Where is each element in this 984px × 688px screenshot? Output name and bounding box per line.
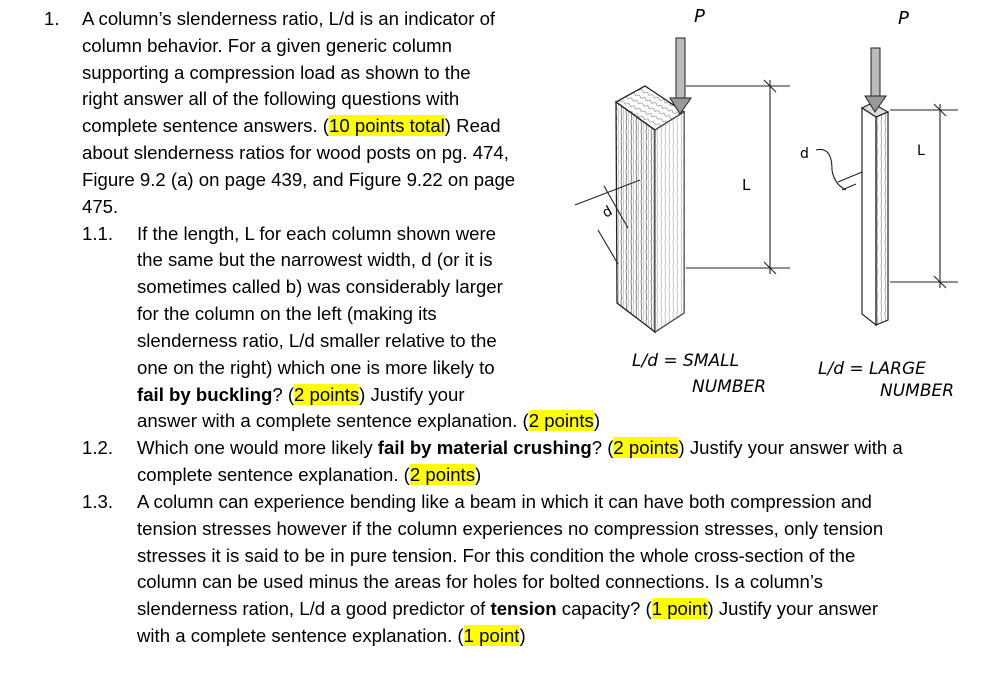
- q1-1-line-2: the same but the narrowest width, d (or it is: [137, 249, 493, 270]
- q1-points-highlight: 10 points total: [329, 115, 445, 136]
- q1-1-last-pre: answer with a complete sentence explanation. (: [137, 410, 529, 431]
- q1-line-3: supporting a compression load as shown to the: [82, 62, 471, 83]
- column-sketch-figure: [560, 0, 984, 410]
- q1-3-line-5-post: ) Justify your answer: [707, 598, 879, 619]
- length-label-left: L: [742, 176, 751, 194]
- q1-3-line-6-pre: with a complete sentence explanation. (: [137, 625, 464, 646]
- q1-2-line-2-post: ): [475, 464, 482, 485]
- q1-1-line-7: [137, 382, 465, 409]
- q1-2-line-2: [137, 462, 481, 489]
- width-label-left: d: [599, 203, 616, 222]
- load-label-left: P: [694, 6, 705, 27]
- q1-3-line-3: stresses it is said to be in pure tension. For this condition the whole cross-section of the: [137, 545, 856, 566]
- caption-right-line-1: L/d = LARGE: [818, 359, 926, 379]
- width-dimension-right: [816, 149, 862, 190]
- load-label-right: P: [898, 8, 909, 29]
- q1-2-bold-phrase: fail by material crushing: [377, 437, 592, 458]
- q1-1-points-highlight-1: 2 points: [294, 384, 360, 405]
- q1-2-number: 1.2.: [82, 437, 114, 458]
- q1-2-mid: ? (: [591, 437, 614, 458]
- q1-3-line-6: [137, 623, 526, 650]
- load-arrow-left: [670, 38, 691, 114]
- q1-3-points-highlight-1: 1 point: [651, 598, 708, 619]
- q1-1-line-5: slenderness ratio, L/d smaller relative to the: [137, 330, 497, 351]
- q1-3-number: 1.3.: [82, 491, 114, 512]
- caption-left-line-1: L/d = SMALL: [632, 351, 740, 371]
- q1-1-last-post: ): [593, 410, 601, 431]
- q1-1-line-6: one on the right) which one is more likely to: [137, 357, 495, 378]
- length-label-right: L: [917, 143, 925, 159]
- q1-2-post: ) Justify your answer with a: [678, 437, 903, 458]
- q1-number: 1.: [44, 8, 60, 29]
- thick-column: [616, 86, 684, 332]
- q1-3-line-6-post: ): [519, 625, 526, 646]
- q1-2-points-highlight-1: 2 points: [613, 437, 679, 458]
- q1-3-line-4: column can be used minus the areas for holes for bolted connections. Is a column’s: [137, 571, 823, 592]
- q1-1-number: 1.1.: [82, 223, 114, 244]
- q1-2-pre: Which one would more likely: [137, 437, 378, 458]
- q1-1-line-3: sometimes called b) was considerably larger: [137, 276, 503, 297]
- load-arrow-right: [865, 48, 886, 112]
- q1-1-line-1: If the length, L for each column shown were: [137, 223, 496, 244]
- q1-line-7: Figure 9.2 (a) on page 439, and Figure 9.22 on page: [82, 169, 516, 190]
- q1-3-bold-word: tension: [490, 598, 557, 619]
- slender-column: [862, 103, 888, 325]
- length-dimension-right: [890, 104, 958, 288]
- q1-3-line-5-pre: slenderness ration, L/d a good predictor of: [137, 598, 491, 619]
- caption-left-line-2: NUMBER: [692, 377, 767, 397]
- q1-1-line-8: [137, 408, 600, 435]
- q1-3-line-5: [137, 596, 878, 623]
- q1-3-points-highlight-2: 1 point: [463, 625, 520, 646]
- q1-line-5-post: ) Read: [444, 115, 501, 136]
- q1-3-line-1: A column can experience bending like a beam in which it can have both compression and: [137, 491, 872, 512]
- q1-1-after-bold: ? (: [272, 384, 295, 405]
- q1-line-4: right answer all of the following questions with: [82, 88, 460, 109]
- q1-line-2: column behavior. For a given generic column: [82, 35, 453, 56]
- q1-3-line-2: tension stresses however if the column experiences no compression stresses, only tension: [137, 518, 884, 539]
- q1-line-5-pre: complete sentence answers. (: [82, 115, 330, 136]
- q1-line-1: A column’s slenderness ratio, L/d is an indicator of: [82, 8, 496, 29]
- q1-1-line-4: for the column on the left (making its: [137, 303, 437, 324]
- q1-3-line-5-mid: capacity? (: [556, 598, 652, 619]
- q1-2-points-highlight-2: 2 points: [409, 464, 476, 485]
- q1-line-6: about slenderness ratios for wood posts on pg. 474,: [82, 142, 509, 163]
- q1-2-line-2-pre: complete sentence explanation. (: [137, 464, 410, 485]
- q1-1-bold-phrase: fail by buckling: [137, 384, 273, 405]
- width-label-right: d: [800, 146, 809, 162]
- q1-1-points-highlight-2: 2 points: [528, 410, 594, 431]
- length-dimension-left: [686, 80, 790, 274]
- q1-line-5: [82, 113, 501, 140]
- q1-line-8: 475.: [82, 196, 119, 217]
- q1-2-line-1: [137, 435, 903, 462]
- caption-right-line-2: NUMBER: [880, 381, 955, 401]
- q1-1-after-highlight: ) Justify your: [359, 384, 465, 405]
